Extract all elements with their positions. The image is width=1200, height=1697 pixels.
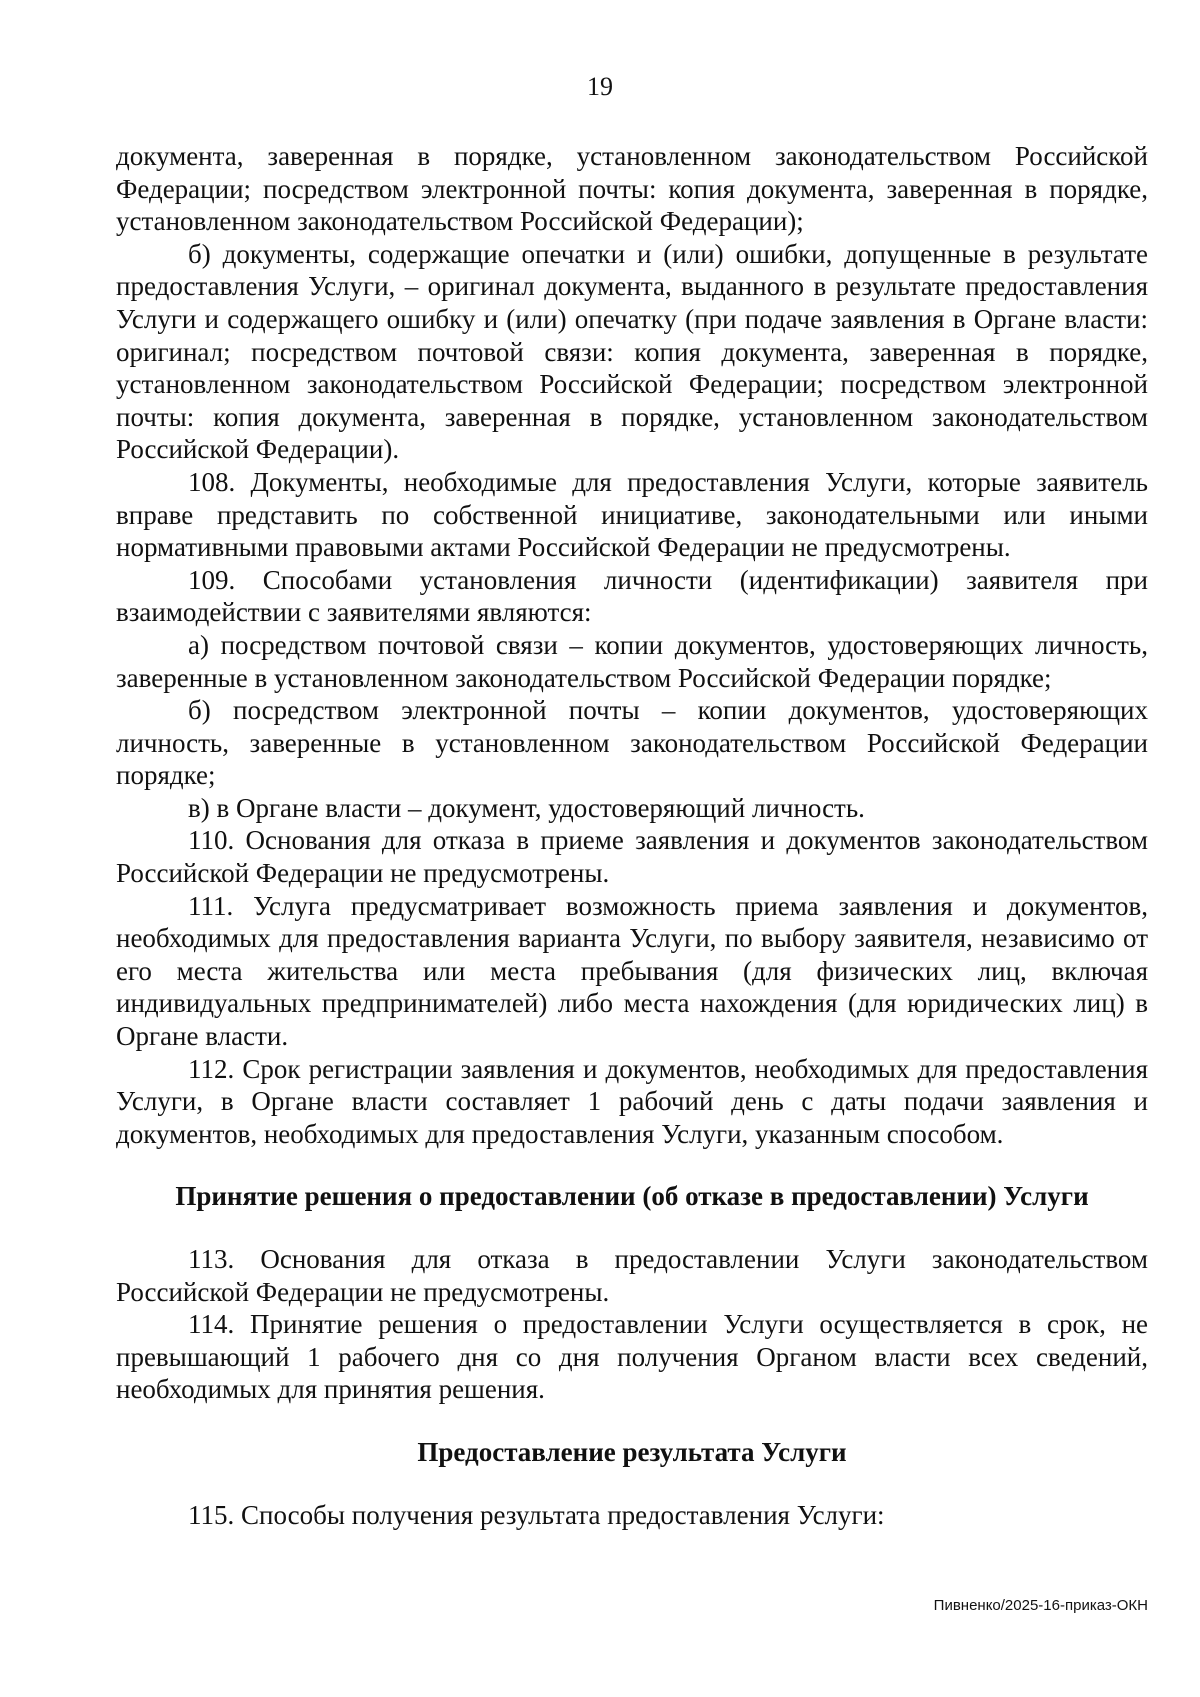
paragraph-109a: а) посредством почтовой связи – копии документов, удостоверяющих личность, заверенные в установленном законодательством Российской Федерации порядке; bbox=[116, 629, 1148, 693]
paragraph-112: 112. Срок регистрации заявления и документов, необходимых для предоставления Услуги, в Органе власти составляет 1 рабочий день с даты подачи заявления и документов, необходимых для предоставления Услуги, указанным способом. bbox=[116, 1053, 1148, 1149]
paragraph-109c: в) в Органе власти – документ, удостоверяющий личность. bbox=[188, 792, 865, 823]
paragraph-107b: б) документы, содержащие опечатки и (или) ошибки, допущенные в результате предоставления Услуги, – оригинал документа, выданного в результате предоставления Услуги и содержащего ошибку и (или) опечатку (при подаче заявления в Органе власти: оригинал; посредством почтовой связи: копия документа, заверенная в порядке, установленном законодательством Российской Федерации; посредством электронной почты: копия документа, заверенная в порядке, установленном законодательством Российской Федерации). bbox=[116, 238, 1148, 465]
paragraph-115: 115. Способы получения результата предоставления Услуги: bbox=[188, 1499, 885, 1530]
paragraph-113: 113. Основания для отказа в предоставлении Услуги законодательством Российской Федерации не предусмотрены. bbox=[116, 1244, 1148, 1307]
paragraph-110: 110. Основания для отказа в приеме заявления и документов законодательством Российской Федерации не предусмотрены. bbox=[116, 825, 1148, 889]
document-code: Пивненко/2025-16-приказ-ОКН bbox=[933, 1597, 1148, 1614]
page-number: 19 bbox=[587, 72, 613, 101]
paragraph-111: 111. Услуга предусматривает возможность приема заявления и документов, необходимых для предоставления варианта Услуги, по выбору заявителя, независимо от его места жительства или места пребывания (для физических лиц, включая индивидуальных предпринимателей) либо места нахождения (для юридических лиц) в Органе власти. bbox=[116, 890, 1148, 1052]
section-heading-result: Предоставление результата Услуги bbox=[417, 1436, 847, 1467]
paragraph-continuation: документа, заверенная в порядке, установленном законодательством Российской Федерации; посредством электронной почты: копия документа, заверенная в порядке, установленном законодательством Российской Федерации); bbox=[116, 141, 1148, 237]
paragraph-109b: б) посредством электронной почты – копии документов, удостоверяющих личность, заверенные в установленном законодательством Российской Федерации порядке; bbox=[116, 695, 1148, 791]
paragraph-114: 114. Принятие решения о предоставлении Услуги осуществляется в срок, не превышающий 1 рабочего дня со дня получения Органом власти всех сведений, необходимых для принятия решения. bbox=[116, 1309, 1148, 1405]
section-heading-decision: Принятие решения о предоставлении (об отказе в предоставлении) Услуги bbox=[175, 1181, 1089, 1212]
document-body bbox=[116, 140, 1148, 1531]
paragraph-108: 108. Документы, необходимые для предоставления Услуги, которые заявитель вправе представить по собственной инициативе, законодательными или иными нормативными правовыми актами Российской Федерации не предусмотрены. bbox=[116, 466, 1148, 563]
paragraph-109: 109. Способами установления личности (идентификации) заявителя при взаимодействии с заявителями являются: bbox=[116, 564, 1148, 628]
